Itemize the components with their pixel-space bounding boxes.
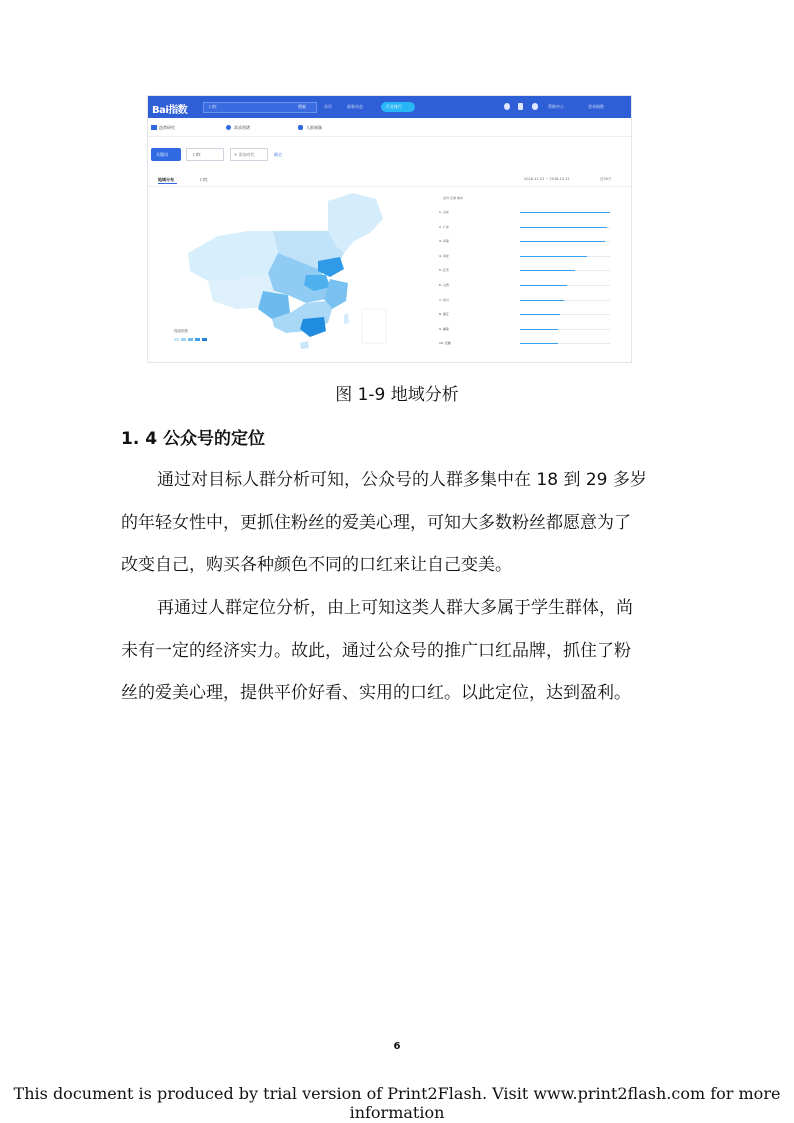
paragraph-2-line-1: 再通过人群定位分析，由上可知这类人群大多属于学生群体，尚 bbox=[157, 598, 633, 618]
nav-home[interactable]: 首页 bbox=[324, 104, 332, 109]
region-distribution-tab[interactable]: 地域分布 bbox=[158, 177, 174, 182]
top-bar bbox=[148, 96, 632, 118]
login-link[interactable]: 登录指数 bbox=[588, 104, 604, 109]
nav-news[interactable]: 最新动态 bbox=[347, 104, 363, 109]
legend-keyword: 口红 bbox=[200, 177, 208, 182]
ranking-province-name: 10. 安徽 bbox=[439, 341, 451, 346]
chat-icon[interactable] bbox=[532, 103, 538, 110]
ranking-bar bbox=[520, 329, 558, 330]
demand-icon bbox=[226, 125, 231, 130]
ranking-bar bbox=[520, 343, 558, 344]
ranking-province-name: 6. 山西 bbox=[439, 283, 449, 287]
confirm-button[interactable]: 确定 bbox=[274, 152, 282, 157]
tab-demand-map[interactable]: 需求图谱 bbox=[234, 125, 250, 130]
legend-swatch bbox=[188, 338, 193, 341]
baidu-index-logo: Bai指数 bbox=[152, 105, 188, 116]
search-button[interactable]: 搜索 bbox=[298, 104, 306, 109]
paragraph-1-line-2: 的年轻女性中，更抓住粉丝的爱美心理，可知大多数粉丝都愿意为了 bbox=[121, 513, 631, 533]
map-region-west bbox=[188, 231, 278, 281]
baidu-index-screenshot bbox=[147, 95, 632, 363]
ranking-province-name: 5. 江苏 bbox=[439, 268, 449, 273]
legend-swatch bbox=[174, 338, 179, 341]
ranking-bar bbox=[520, 256, 587, 257]
date-range-picker[interactable]: 2018-11-22 ~ 2018-12-21 bbox=[524, 177, 570, 181]
trial-watermark-footer: This document is produced by trial version of Print2Flash. Visit www.print2flash.com for more information bbox=[13, 1084, 781, 1122]
rank-scope-tabs[interactable]: 省份 区域 城市 bbox=[443, 196, 463, 200]
search-value: 口红 bbox=[209, 104, 217, 109]
section-heading: 1. 4 公众号的定位 bbox=[121, 429, 265, 449]
ranking-province-name: 2. 广东 bbox=[439, 224, 449, 229]
ranking-bar bbox=[520, 270, 575, 271]
map-legend-title: 搜索指数 bbox=[174, 329, 188, 333]
ranking-bar bbox=[520, 212, 610, 213]
ranking-province-name: 7. 四川 bbox=[439, 297, 449, 302]
active-tab-underline bbox=[158, 183, 177, 184]
mobile-icon[interactable] bbox=[518, 103, 523, 110]
settings-icon[interactable] bbox=[504, 103, 510, 110]
ranking-province-name: 1. 山东 bbox=[439, 210, 449, 214]
people-icon bbox=[298, 125, 303, 130]
south-sea-inset bbox=[362, 309, 386, 343]
ranking-bar bbox=[520, 285, 567, 286]
ranking-bar bbox=[520, 314, 560, 315]
page-number: 6 bbox=[393, 1041, 401, 1052]
legend-swatch bbox=[195, 338, 200, 341]
legend-swatch bbox=[181, 338, 186, 341]
ranking-province-name: 9. 湖南 bbox=[439, 326, 449, 331]
ranking-province-name: 4. 河北 bbox=[439, 253, 449, 258]
sub-navigation bbox=[148, 118, 632, 137]
industry-rank-label: 行业排行 bbox=[386, 104, 402, 109]
keyword-field[interactable] bbox=[186, 148, 224, 161]
paragraph-1-line-1: 通过对目标人群分析可知，公众号的人群多集中在 18 到 29 多岁 bbox=[157, 470, 647, 490]
figure-caption: 图 1-9 地域分析 bbox=[335, 385, 459, 405]
paragraph-1-line-3: 改变自己，购买各种颜色不同的口红来让自己变美。 bbox=[121, 555, 512, 575]
add-compare-label: + 添加对比 bbox=[234, 152, 255, 157]
tab-crowd-portrait[interactable]: 人群画像 bbox=[306, 125, 322, 130]
map-region-taiwan bbox=[344, 313, 349, 324]
trend-icon bbox=[151, 125, 157, 130]
paragraph-2-line-3: 丝的爱美心理，提供平价好看、实用的口红。以此定位，达到盈利。 bbox=[121, 683, 631, 703]
divider bbox=[148, 186, 632, 187]
china-heat-map bbox=[178, 191, 388, 351]
keyword-button-label: 关键词 bbox=[156, 152, 168, 157]
ranking-bar bbox=[520, 300, 564, 301]
ranking-bar bbox=[520, 241, 605, 242]
map-region-northeast bbox=[328, 193, 383, 253]
ranking-bar bbox=[520, 227, 607, 228]
tab-trend-research[interactable]: 趋势研究 bbox=[159, 125, 175, 130]
map-region-guangdong bbox=[300, 317, 326, 337]
ranking-province-name: 3. 河南 bbox=[439, 239, 449, 244]
paragraph-2-line-2: 未有一定的经济实力。故此，通过公众号的推广口红品牌，抓住了粉 bbox=[121, 641, 631, 661]
ranking-province-name: 8. 浙江 bbox=[439, 312, 449, 317]
help-center-link[interactable]: 帮助中心 bbox=[548, 104, 564, 109]
map-region-hainan bbox=[300, 341, 309, 349]
keyword-value: 口红 bbox=[193, 152, 201, 157]
period-select[interactable]: 近30天 bbox=[600, 177, 612, 181]
legend-swatch bbox=[202, 338, 207, 341]
